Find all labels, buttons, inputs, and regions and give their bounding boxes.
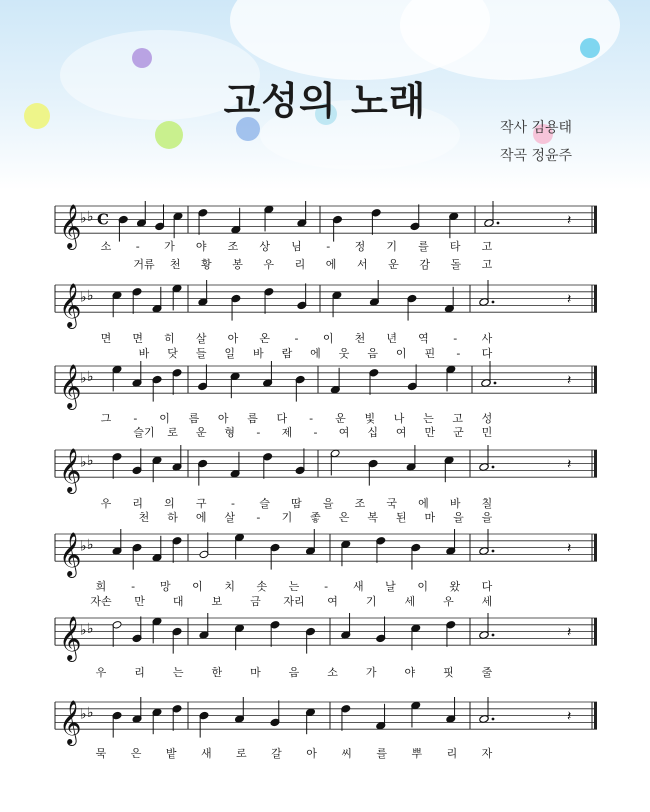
lyric-syllable: -	[231, 497, 235, 510]
lyric-syllable: 음	[288, 666, 300, 679]
lyric-syllable: 바	[138, 347, 150, 360]
lyric-syllable: 이	[395, 347, 407, 360]
lyric-syllable: 우	[100, 497, 112, 510]
lyric-syllable: 운	[335, 412, 346, 425]
lyric-syllable: 된	[395, 511, 407, 524]
lyric-syllable: 성	[481, 412, 493, 425]
lyric-syllable: 기	[365, 595, 377, 608]
lyric-syllable: 고	[452, 412, 464, 425]
lyric-syllable: 람	[281, 347, 293, 360]
lyric-syllable: 야	[195, 240, 207, 253]
composer-credit: 작곡 정윤주	[500, 148, 573, 164]
lyric-syllable: 다	[276, 412, 288, 425]
treble-clef-icon: 𝄞	[59, 532, 82, 577]
lyric-syllable: 리	[446, 747, 458, 760]
lyric-syllable: 나	[393, 412, 405, 425]
lyric-syllable: 한	[211, 666, 223, 679]
lyric-syllable: -	[256, 511, 261, 524]
treble-clef-icon: 𝄞	[59, 204, 82, 249]
final-bar-line	[594, 450, 597, 477]
lyric-syllable: -	[326, 240, 331, 253]
lyric-syllable: 로	[236, 747, 247, 760]
lyric-syllable: 가	[365, 666, 377, 679]
flat-sign-icon: ♭	[87, 536, 94, 553]
lyric-syllable: 조	[354, 497, 366, 510]
lyric-syllable: 이	[417, 580, 428, 593]
lyric-syllable: 타	[449, 240, 461, 253]
lyric-syllable: 솟	[256, 580, 268, 593]
lyric-syllable: 우	[263, 258, 275, 271]
lyric-syllable: 이	[322, 332, 334, 345]
lyric-syllable: 빛	[364, 412, 376, 425]
lyric-syllable: 는	[172, 666, 184, 679]
lyric-syllable: 민	[481, 426, 493, 439]
lyric-syllable: 세	[481, 595, 493, 608]
final-bar-line	[594, 366, 597, 393]
treble-clef-icon: 𝄞	[59, 283, 82, 328]
lyric-syllable: 새	[200, 747, 212, 760]
dot-icon	[492, 550, 495, 553]
lyric-syllable: 를	[418, 240, 429, 253]
lyric-syllable: 슬	[259, 497, 271, 510]
lyric-syllable: 를	[376, 747, 388, 760]
lyric-syllable: 보	[211, 595, 223, 608]
lyric-syllable: 들	[195, 347, 207, 360]
quarter-rest-icon: 𝄽	[567, 540, 572, 557]
quarter-rest-icon: 𝄽	[567, 456, 572, 473]
lyric-syllable: 치	[224, 580, 235, 593]
lyric-syllable: 일	[224, 347, 236, 360]
lyric-syllable: 새	[353, 580, 364, 593]
lyric-syllable: 군	[453, 426, 464, 439]
lyric-syllable: 는	[288, 580, 300, 593]
lyric-syllable: 닷	[167, 347, 178, 360]
lyric-syllable: 기	[281, 511, 293, 524]
lyric-syllable: 운	[388, 258, 399, 271]
lyric-syllable: 국	[386, 497, 398, 510]
lyric-syllable: -	[453, 332, 458, 345]
lyric-syllable: 하	[167, 511, 178, 524]
lyric-syllable: 형	[224, 426, 236, 439]
lyric-syllable: 살	[195, 332, 207, 345]
flat-sign-icon: ♭	[87, 620, 94, 637]
flat-sign-icon: ♭	[80, 289, 87, 306]
time-signature: C	[97, 210, 109, 229]
lyric-syllable: 면	[132, 332, 144, 345]
lyric-syllable: 역	[418, 332, 429, 345]
lyric-syllable: 뿌	[411, 747, 423, 760]
lyric-syllable: 여	[327, 595, 338, 608]
lyric-syllable: 바	[253, 347, 264, 360]
lyric-syllable: 살	[224, 511, 236, 524]
lyric-syllable: 정	[354, 240, 366, 253]
treble-clef-icon: 𝄞	[59, 364, 82, 409]
lyric-syllable: 상	[259, 240, 271, 253]
lyric-syllable: 황	[201, 258, 212, 271]
flat-sign-icon: ♭	[87, 452, 94, 469]
lyric-syllable: 는	[423, 412, 434, 425]
lyric-syllable: 감	[419, 258, 430, 271]
lyric-syllable: 돌	[450, 258, 462, 271]
lyric-syllable: 고	[481, 258, 493, 271]
lyric-syllable: 천	[169, 258, 181, 271]
treble-clef-icon: 𝄞	[59, 700, 82, 745]
lyric-syllable: 소	[100, 240, 112, 253]
dot-icon	[492, 634, 495, 637]
flat-sign-icon: ♭	[80, 454, 87, 471]
flat-sign-icon: ♭	[80, 706, 87, 723]
treble-clef-icon: 𝄞	[59, 448, 82, 493]
lyric-syllable: 슬기	[133, 426, 155, 439]
lyric-syllable: 금	[250, 595, 261, 608]
lyric-syllable: 핏	[443, 666, 454, 679]
lyric-syllable: 에	[195, 511, 207, 524]
flat-sign-icon: ♭	[87, 208, 94, 225]
lyric-syllable: -	[131, 580, 136, 593]
lyric-syllable: -	[324, 580, 329, 593]
lyric-syllable: 그	[100, 412, 112, 425]
lyric-syllable: 을	[322, 497, 334, 510]
dot-icon	[492, 301, 495, 304]
lyric-syllable: -	[309, 412, 314, 425]
lyric-syllable: 만	[424, 426, 436, 439]
quarter-rest-icon: 𝄽	[567, 291, 572, 308]
lyric-syllable: 줄	[481, 666, 493, 679]
lyric-syllable: 이	[159, 412, 170, 425]
lyric-syllable: -	[256, 426, 261, 439]
lyric-syllable: 구	[195, 497, 207, 510]
lyric-syllable: 여	[338, 426, 350, 439]
lyric-syllable: 리	[132, 497, 144, 510]
lyric-syllable: 름	[247, 412, 258, 425]
lyric-syllable: 아	[227, 332, 239, 345]
lyric-syllable: 은	[338, 511, 350, 524]
treble-clef-icon: 𝄞	[59, 616, 82, 661]
lyric-syllable: 자	[481, 747, 493, 760]
quarter-rest-icon: 𝄽	[567, 624, 572, 641]
lyric-syllable: 사	[481, 332, 493, 345]
lyric-syllable: 온	[259, 332, 271, 345]
lyric-syllable: 름	[188, 412, 200, 425]
lyric-syllable: 마	[424, 511, 436, 524]
lyric-syllable: 씨	[341, 747, 352, 760]
lyric-syllable: 십	[367, 426, 378, 439]
lyric-syllable: 이	[192, 580, 203, 593]
lyric-syllable: 자리	[283, 595, 305, 608]
lyric-syllable: 다	[481, 347, 493, 360]
lyric-syllable: 만	[134, 595, 145, 608]
lyric-syllable: 에	[310, 347, 321, 360]
lyric-syllable: 서	[356, 258, 368, 271]
lyric-syllable: 웃	[338, 347, 350, 360]
lyric-syllable: 천	[138, 511, 150, 524]
lyric-syllable: 칠	[481, 497, 493, 510]
quarter-rest-icon: 𝄽	[567, 372, 572, 389]
flat-sign-icon: ♭	[80, 538, 87, 555]
dot-icon	[494, 382, 497, 385]
lyric-syllable: 여	[395, 426, 407, 439]
flat-sign-icon: ♭	[87, 704, 94, 721]
lyric-syllable: 자손	[90, 595, 112, 608]
lyric-syllable: 대	[172, 595, 184, 608]
lyric-syllable: 님	[291, 240, 302, 253]
lyric-syllable: -	[294, 332, 299, 345]
lyric-syllable: 면	[100, 332, 112, 345]
lyric-syllable: 묵	[95, 747, 107, 760]
lyric-syllable: 운	[195, 426, 207, 439]
lyric-syllable: 아	[306, 747, 317, 760]
lyric-syllable: 날	[385, 580, 396, 593]
final-bar-line	[594, 702, 597, 729]
lyric-syllable: 우	[95, 666, 107, 679]
lyric-syllable: 땀	[291, 497, 302, 510]
lyric-syllable: 마	[250, 666, 261, 679]
lyric-syllable: 로	[167, 426, 178, 439]
lyric-syllable: 우	[443, 595, 454, 608]
lyric-syllable: 음	[367, 347, 378, 360]
lyric-syllable: 을	[453, 511, 464, 524]
quarter-rest-icon: 𝄽	[567, 212, 572, 229]
dot-icon	[492, 718, 495, 721]
lyric-syllable: 야	[404, 666, 416, 679]
lyric-syllable: 리	[134, 666, 145, 679]
lyric-syllable: 의	[164, 497, 175, 510]
lyric-syllable: 희	[95, 580, 107, 593]
final-bar-line	[594, 285, 597, 312]
final-bar-line	[594, 206, 597, 233]
lyric-syllable: 리	[294, 258, 306, 271]
song-title: 고성의 노래	[223, 79, 427, 123]
lyric-syllable: 밭	[165, 747, 177, 760]
flat-sign-icon: ♭	[87, 287, 94, 304]
lyric-syllable: 다	[481, 580, 493, 593]
flat-sign-icon: ♭	[80, 622, 87, 639]
lyric-syllable: 왔	[449, 580, 461, 593]
flat-sign-icon: ♭	[80, 210, 87, 227]
lyric-syllable: 복	[367, 511, 378, 524]
lyric-syllable: 망	[160, 580, 171, 593]
lyric-syllable: 가	[164, 240, 175, 253]
lyricist-credit: 작사 김용태	[500, 120, 573, 136]
lyric-syllable: 을	[481, 511, 493, 524]
lyric-syllable: 에	[418, 497, 429, 510]
lyric-syllable: 핀	[424, 347, 436, 360]
dot-icon	[492, 466, 495, 469]
flat-sign-icon: ♭	[87, 368, 94, 385]
lyric-syllable: -	[456, 347, 461, 360]
lyric-syllable: 은	[130, 747, 142, 760]
lyric-syllable: 에	[325, 258, 337, 271]
lyric-syllable: -	[135, 240, 140, 253]
lyric-syllable: 히	[164, 332, 175, 345]
lyric-syllable: 천	[354, 332, 366, 345]
lyric-syllable: 바	[449, 497, 461, 510]
lyric-syllable: 제	[281, 426, 293, 439]
lyric-syllable: 좋	[310, 511, 321, 524]
lyric-syllable: 세	[404, 595, 416, 608]
dot-icon	[497, 222, 500, 225]
lyric-syllable: 조	[227, 240, 239, 253]
lyric-syllable: 고	[481, 240, 493, 253]
lyric-syllable: 기	[386, 240, 398, 253]
lyric-syllable: 갈	[271, 747, 282, 760]
lyric-syllable: -	[133, 412, 138, 425]
lyric-syllable: 아	[217, 412, 229, 425]
lyric-syllable: -	[313, 426, 318, 439]
flat-sign-icon: ♭	[80, 370, 87, 387]
lyric-syllable: 거류	[133, 258, 155, 271]
final-bar-line	[594, 618, 597, 645]
quarter-rest-icon: 𝄽	[567, 708, 572, 725]
lyric-syllable: 소	[327, 666, 338, 679]
lyric-syllable: 년	[386, 332, 398, 345]
final-bar-line	[594, 534, 597, 561]
lyric-syllable: 봉	[232, 258, 243, 271]
